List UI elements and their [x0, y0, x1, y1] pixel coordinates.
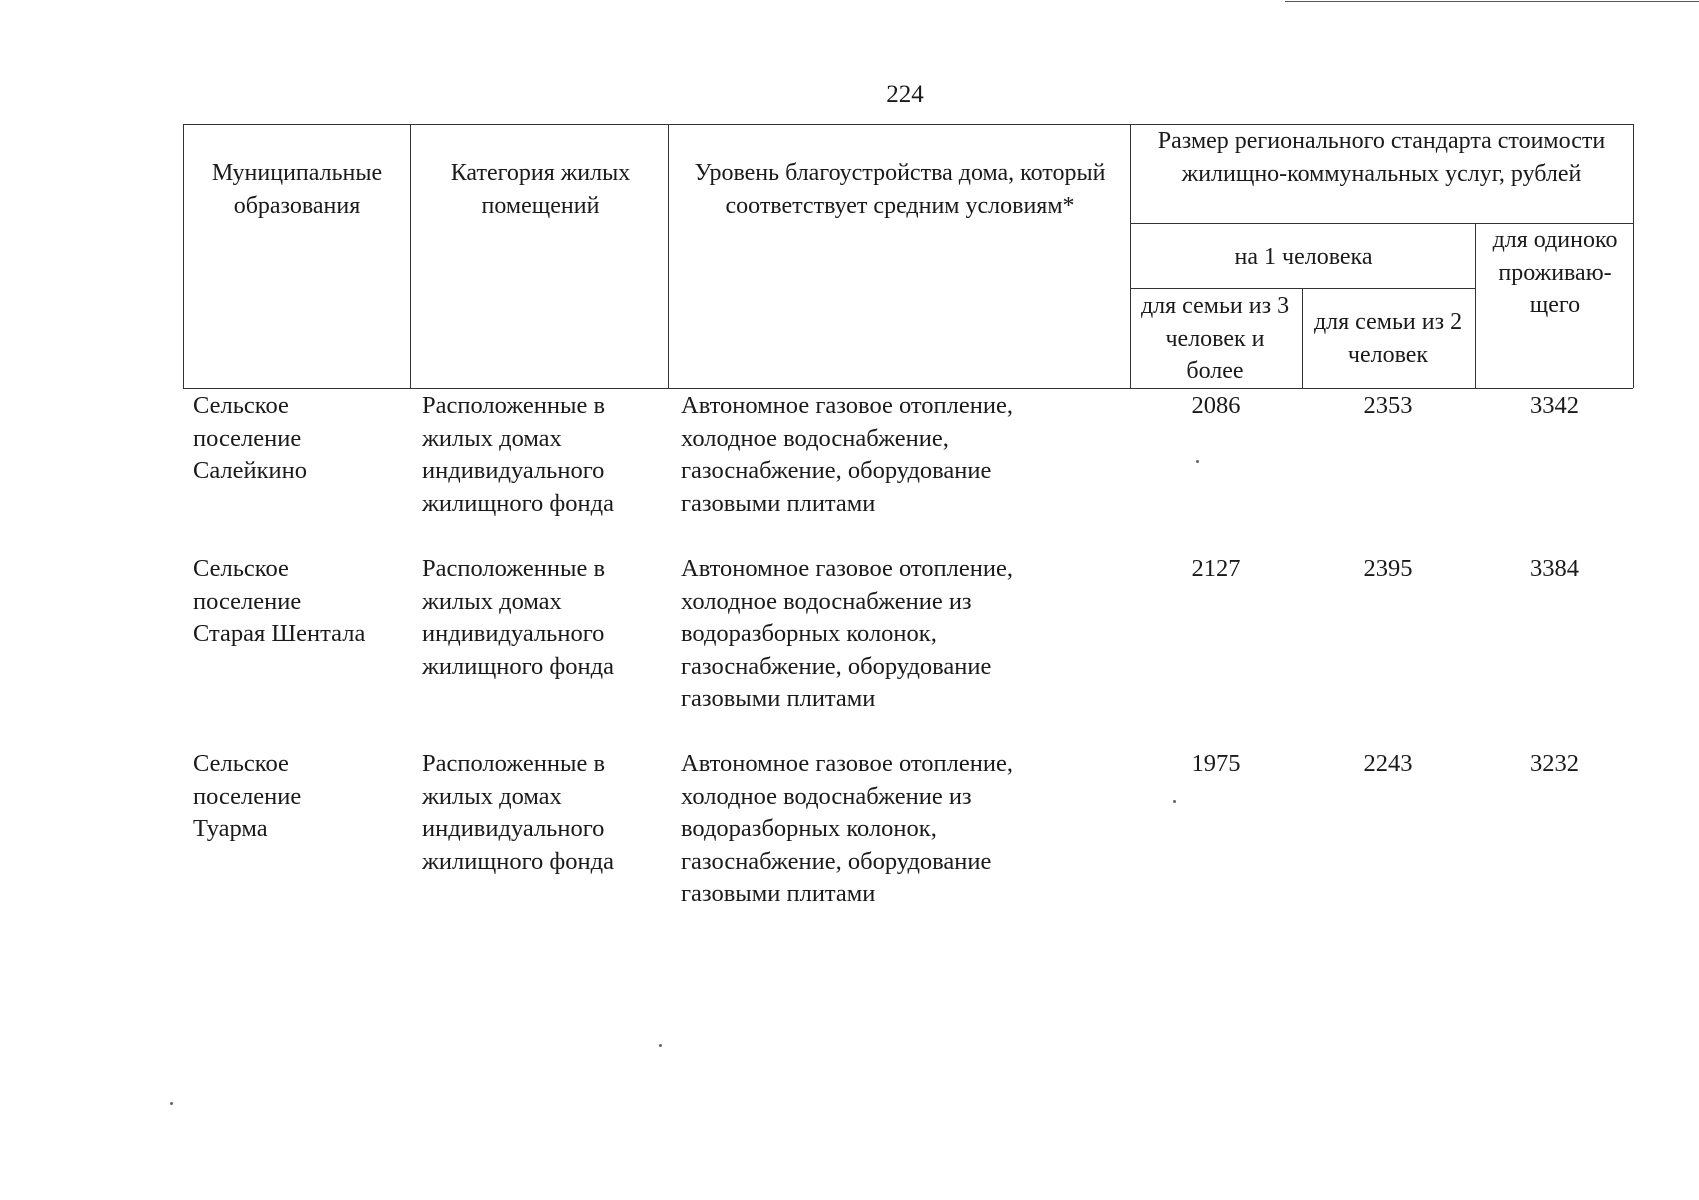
header-divider [410, 124, 411, 388]
header-border-bottom [183, 388, 1633, 389]
header-divider-standard [1130, 223, 1633, 224]
header-border-top [183, 124, 1633, 125]
row-family2-value: 2395 [1363, 555, 1413, 582]
header-family3: для семьи из 3 человек и более [1140, 293, 1290, 384]
row-family2-value: 2243 [1363, 750, 1413, 777]
scan-speck [170, 1102, 173, 1105]
row-municipal: Сельское поселение Старая Шентала [193, 555, 366, 647]
header-single: для одиноко проживаю-щего [1492, 227, 1618, 318]
row-category: Расположенные в жилых домах индивидуального жилищного фонда [422, 392, 614, 517]
header-category: Категория жилых помещений [450, 160, 631, 219]
scan-speck [1196, 460, 1199, 463]
page-number: 224 [886, 81, 924, 108]
row-level: Автономное газовое отопление, холодное водоснабжение из водоразборных колонок, газоснабжение, оборудование газовыми плитами [681, 750, 1013, 907]
header-divider [668, 124, 669, 388]
row-category: Расположенные в жилых домах индивидуального жилищного фонда [422, 750, 614, 875]
header-level: Уровень благоустройства дома, который соответствует средним условиям* [694, 160, 1106, 219]
header-divider [1475, 223, 1476, 388]
row-family3-value: 1975 [1191, 750, 1241, 777]
row-category: Расположенные в жилых домах индивидуального жилищного фонда [422, 555, 614, 680]
row-family3-value: 2086 [1191, 392, 1241, 419]
row-family2-value: 2353 [1363, 392, 1413, 419]
scan-edge-line [1285, 1, 1699, 2]
header-divider [1130, 124, 1131, 388]
header-divider [1302, 288, 1303, 388]
row-single-value: 3384 [1530, 555, 1579, 582]
header-standard: Размер регионального стандарта стоимости жилищно-коммунальных услуг, рублей [1157, 128, 1606, 187]
header-family2: для семьи из 2 человек [1313, 309, 1463, 368]
row-municipal: Сельское поселение Туарма [193, 750, 302, 842]
row-level: Автономное газовое отопление, холодное водоснабжение, газоснабжение, оборудование газовыми плитами [681, 392, 1013, 517]
scan-speck [659, 1044, 662, 1047]
row-municipal: Сельское поселение Салейкино [193, 392, 308, 484]
scan-speck [1173, 800, 1176, 803]
header-border-right [1633, 124, 1634, 388]
row-family3-value: 2127 [1191, 555, 1241, 582]
header-per-person: на 1 человека [1234, 244, 1373, 270]
row-level: Автономное газовое отопление, холодное водоснабжение из водоразборных колонок, газоснабжение, оборудование газовыми плитами [681, 555, 1013, 712]
row-single-value: 3342 [1530, 392, 1579, 419]
header-border-left [183, 124, 184, 388]
row-single-value: 3232 [1530, 750, 1579, 777]
header-municipal: Муниципальные образования [211, 160, 383, 219]
